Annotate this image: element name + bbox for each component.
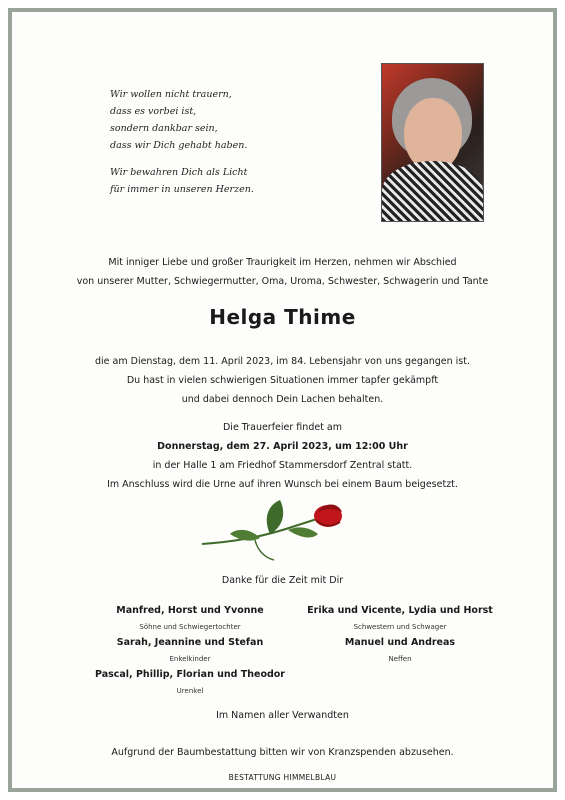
poem-line: Wir bewahren Dich als Licht <box>110 167 248 178</box>
family-names: Erika und Vicente, Lydia und Horst <box>307 605 493 616</box>
poem-line: für immer in unseren Herzen. <box>110 184 254 195</box>
funeral-date: Donnerstag, dem 27. April 2023, um 12:00 Uhr <box>157 441 408 452</box>
poem-line: dass es vorbei ist, <box>110 106 197 117</box>
relatives-signature: Im Namen aller Verwandten <box>216 710 349 721</box>
funeral-location: in der Halle 1 am Friedhof Stammersdorf Zentral statt. <box>152 460 413 471</box>
poem-line: Wir wollen nicht trauern, <box>110 89 232 100</box>
poem-line: dass wir Dich gehabt haben. <box>110 140 248 151</box>
family-right <box>300 603 500 667</box>
rose-icon <box>200 498 350 568</box>
funeral-intro: Die Trauerfeier findet am <box>222 422 343 433</box>
family-group <box>80 603 300 635</box>
poem-line: sondern dankbar sein, <box>110 123 218 134</box>
intro-text <box>0 253 565 291</box>
life-line: und dabei dennoch Dein Lachen behalten. <box>181 394 384 405</box>
family-relation: Urenkel <box>176 687 204 695</box>
wreath-notice: Aufgrund der Baumbestattung bitten wir von Kranzspenden abzusehen. <box>111 747 454 758</box>
family-left <box>80 603 300 699</box>
poem <box>110 86 254 198</box>
poem-stanza-1 <box>110 86 254 154</box>
family-names: Pascal, Phillip, Florian und Theodor <box>94 669 285 680</box>
family-group <box>300 603 500 635</box>
intro-line: Mit inniger Liebe und großer Traurigkeit im Herzen, nehmen wir Abschied <box>108 257 457 268</box>
life-line: die am Dienstag, dem 11. April 2023, im 84. Lebensjahr von uns gegangen ist. <box>95 356 470 367</box>
family-relation: Schwestern und Schwager <box>353 623 447 631</box>
life-line: Du hast in vielen schwierigen Situationen immer tapfer gekämpft <box>126 375 439 386</box>
family-relation: Neffen <box>388 655 412 663</box>
undertaker-name: BESTATTUNG HIMMELBLAU <box>228 773 337 782</box>
funeral-details <box>0 418 565 494</box>
family-group <box>80 667 300 699</box>
family-relation: Söhne und Schwiegertochter <box>139 623 241 631</box>
portrait-clothing <box>382 161 483 221</box>
family-names: Manfred, Horst und Yvonne <box>116 605 264 616</box>
deceased-name: Helga Thime <box>209 305 356 329</box>
family-group <box>300 635 500 667</box>
thanks-text: Danke für die Zeit mit Dir <box>221 575 344 586</box>
life-text <box>0 352 565 409</box>
family-group <box>80 635 300 667</box>
family-names: Manuel und Andreas <box>344 637 456 648</box>
portrait-photo <box>381 63 484 222</box>
intro-line: von unserer Mutter, Schwiegermutter, Oma, Uroma, Schwester, Schwagerin und Tante <box>76 276 489 287</box>
family-names: Sarah, Jeannine und Stefan <box>116 637 264 648</box>
family-relation: Enkelkinder <box>169 655 211 663</box>
funeral-urn-note: Im Anschluss wird die Urne auf ihren Wunsch bei einem Baum beigesetzt. <box>107 479 458 490</box>
poem-stanza-2 <box>110 164 254 198</box>
